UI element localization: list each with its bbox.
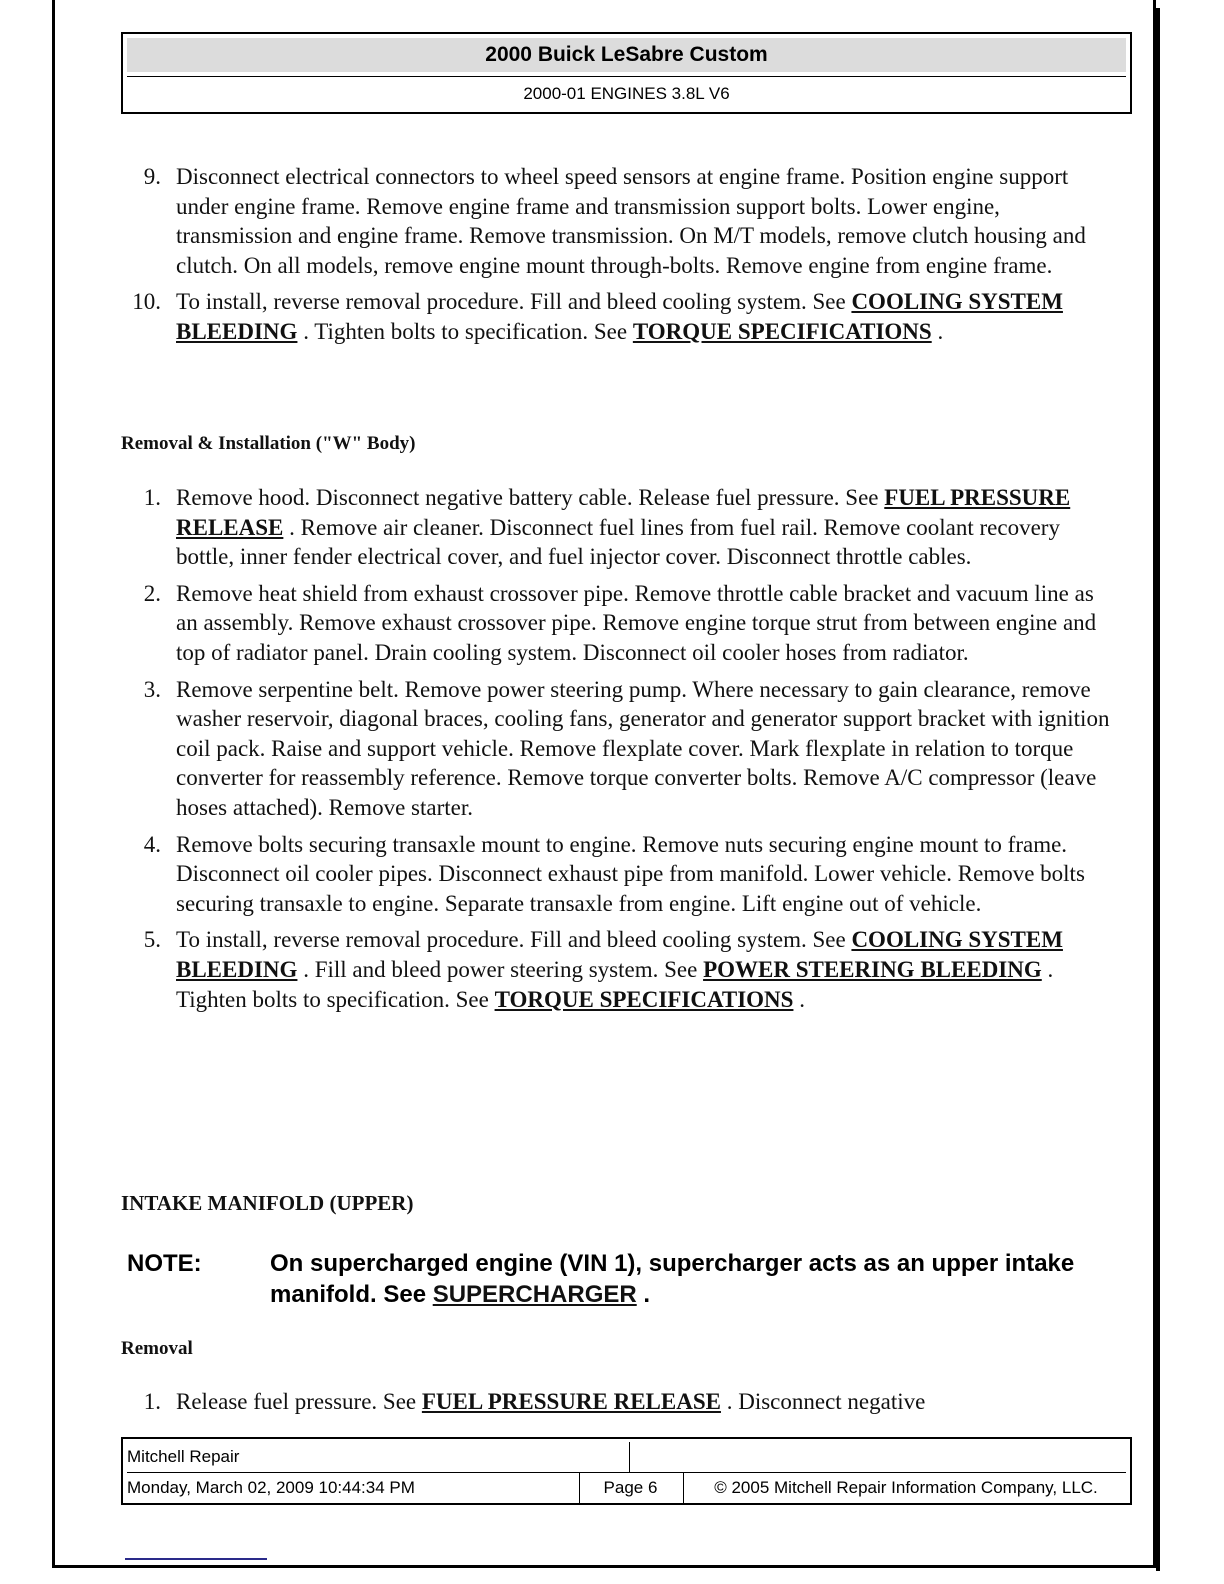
step-text: . Tighten bolts to specification. See	[176, 956, 1054, 1012]
step-number: 4.	[143, 831, 161, 857]
step-number: 3.	[143, 676, 161, 702]
page-shadow	[1156, 8, 1160, 1571]
footer-empty-cell	[629, 1442, 1128, 1472]
step-number: 5.	[143, 927, 161, 953]
section-heading: INTAKE MANIFOLD (UPPER)	[121, 1191, 414, 1215]
step-text: .	[931, 318, 944, 344]
step-item	[121, 287, 1121, 346]
step-text: .	[793, 986, 805, 1012]
step-number: 1.	[143, 485, 161, 510]
step-item	[121, 925, 1121, 1014]
cooling-system-bleeding-link[interactable]: COOLING SYSTEM BLEEDING	[176, 289, 1063, 344]
step-text: Disconnect electrical connectors to wheel speed sensors at engine frame. Position engine support under engine frame. Remove engine frame and transmission support bolts. Lower engine, transmission and engine frame. Remove transmission. On M/T models, remove clutch housing and clutch. On all models, remove engine mount through-bolts. Remove engine from engine frame.	[176, 164, 1086, 278]
step-text: . Fill and bleed power steering system. See	[297, 956, 704, 982]
document-footer	[121, 1437, 1132, 1505]
footer-copyright: © 2005 Mitchell Repair Information Company, LLC.	[683, 1473, 1128, 1503]
note-text: On supercharged engine (VIN 1), supercharger acts as an upper intake manifold. See	[270, 1250, 1075, 1308]
note-text: .	[636, 1281, 651, 1308]
step-item	[121, 675, 1121, 823]
step-text: Remove hood. Disconnect negative battery cable. Release fuel pressure. See	[176, 485, 885, 510]
step-item	[121, 1387, 1121, 1417]
bottom-rule	[125, 1558, 267, 1560]
step-item	[121, 579, 1121, 668]
power-steering-bleeding-link[interactable]: POWER STEERING BLEEDING	[703, 956, 1042, 982]
document-header	[121, 32, 1132, 114]
torque-specifications-link[interactable]: TORQUE SPECIFICATIONS	[494, 986, 794, 1012]
supercharger-link[interactable]: SUPERCHARGER	[432, 1281, 637, 1308]
step-list-section2	[121, 483, 1121, 1014]
step-number: 2.	[143, 580, 161, 606]
footer-page-number: Page 6	[579, 1473, 681, 1503]
step-text: Remove bolts securing transaxle mount to engine. Remove nuts securing engine mount to frame. Disconnect oil cooler pipes. Disconnect exhaust pipe from manifold. Lower vehicle. Remove bolts securing transaxle to engine. Separate transaxle from engine. Lift engine out of vehicle.	[176, 831, 1085, 916]
step-number: 10.	[132, 289, 161, 315]
step-item	[121, 162, 1121, 280]
torque-specifications-link[interactable]: TORQUE SPECIFICATIONS	[632, 318, 932, 344]
step-text: Remove serpentine belt. Remove power steering pump. Where necessary to gain clearance, remove washer reservoir, diagonal braces, cooling fans, generator and generator support bracket with ignition coil pack. Raise and support vehicle. Remove flexplate cover. Mark flexplate in relation to torque converter for reassembly reference. Remove torque converter bolts. Remove A/C compressor (leave hoses attached). Remove starter.	[176, 676, 1110, 820]
step-list-section3	[121, 1387, 1121, 1417]
note-box	[127, 1248, 1087, 1310]
step-number: 1.	[143, 1389, 161, 1414]
step-text: Release fuel pressure. See	[176, 1389, 422, 1414]
subsection-heading: Removal	[121, 1338, 193, 1359]
note-label: NOTE:	[127, 1250, 202, 1277]
cooling-system-bleeding-link[interactable]: COOLING SYSTEM BLEEDING	[176, 927, 1063, 982]
footer-publisher: Mitchell Repair	[127, 1447, 240, 1466]
section-subtitle: 2000-01 ENGINES 3.8L V6	[127, 76, 1126, 111]
step-text: . Tighten bolts to specification. See	[297, 318, 633, 344]
step-text: Remove heat shield from exhaust crossover pipe. Remove throttle cable bracket and vacuum line as an assembly. Remove exhaust crossover pipe. Remove engine torque strut from between engine and top of radiator panel. Drain cooling system. Disconnect oil cooler hoses from radiator.	[176, 580, 1097, 665]
step-item	[121, 830, 1121, 919]
footer-datetime: Monday, March 02, 2009 10:44:34 PM	[127, 1478, 415, 1497]
step-text: To install, reverse removal procedure. Fill and bleed cooling system. See	[176, 927, 852, 953]
vehicle-title: 2000 Buick LeSabre Custom	[127, 38, 1126, 72]
step-text: To install, reverse removal procedure. Fill and bleed cooling system. See	[176, 289, 852, 315]
step-list-section1	[121, 162, 1121, 347]
step-text: . Disconnect negative	[720, 1389, 926, 1414]
step-text: . Remove air cleaner. Disconnect fuel lines from fuel rail. Remove coolant recovery bottle, inner fender electrical cover, and fuel injector cover. Disconnect throttle cables.	[176, 514, 1060, 570]
fuel-pressure-release-link[interactable]: FUEL PRESSURE RELEASE	[176, 485, 1071, 540]
subsection-heading: Removal & Installation ("W" Body)	[121, 433, 416, 454]
fuel-pressure-release-link[interactable]: FUEL PRESSURE RELEASE	[421, 1389, 721, 1414]
step-item	[121, 483, 1121, 572]
step-number: 9.	[143, 164, 161, 189]
